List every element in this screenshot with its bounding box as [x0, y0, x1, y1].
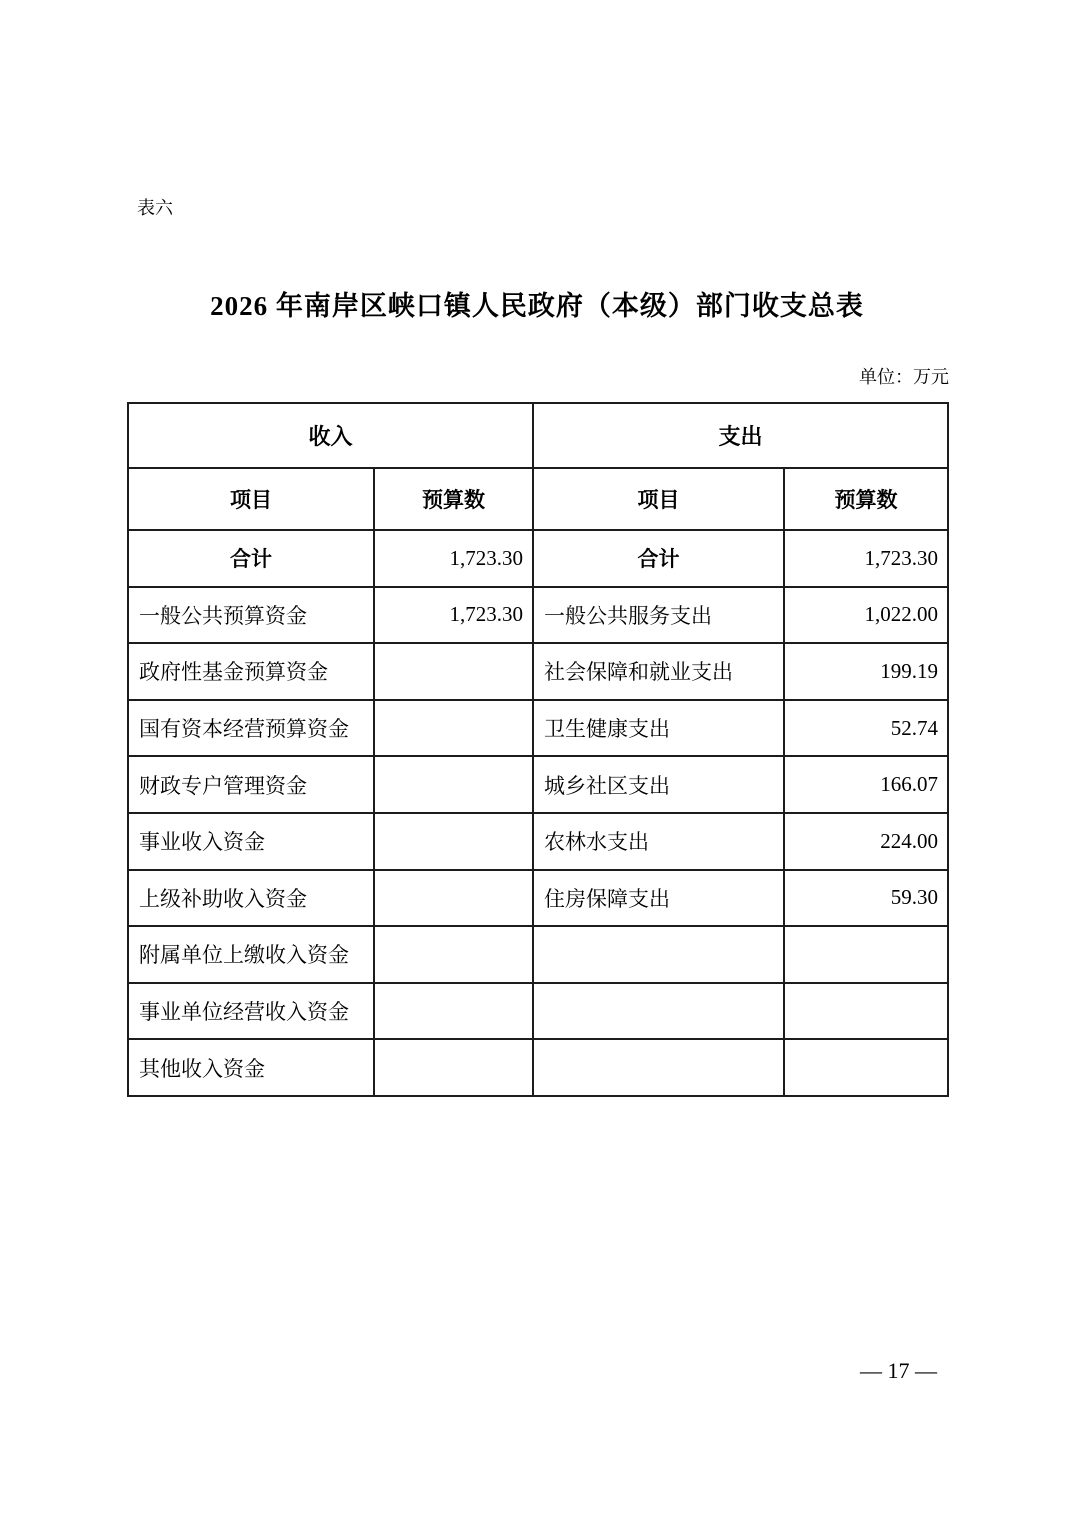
table-row [128, 587, 948, 644]
table-row [128, 813, 948, 870]
income-value-cell [374, 870, 533, 927]
income-value-cell: 1,723.30 [374, 530, 533, 587]
expenditure-value-cell: 166.07 [784, 756, 948, 813]
budget-table [127, 402, 949, 1097]
income-value-cell [374, 700, 533, 757]
expenditure-value-cell [784, 983, 948, 1040]
income-item-cell: 事业收入资金 [128, 813, 374, 870]
income-value-cell [374, 983, 533, 1040]
income-value-cell [374, 756, 533, 813]
income-item-cell: 其他收入资金 [128, 1039, 374, 1096]
expenditure-item-header: 项目 [533, 468, 784, 530]
expenditure-value-cell: 1,723.30 [784, 530, 948, 587]
income-section-header: 收入 [128, 403, 533, 468]
income-item-cell: 合计 [128, 530, 374, 587]
page-number: — 17 — [860, 1358, 937, 1383]
expenditure-value-cell: 224.00 [784, 813, 948, 870]
income-value-cell [374, 813, 533, 870]
table-row [128, 1039, 948, 1096]
expenditure-item-cell: 城乡社区支出 [533, 756, 784, 813]
table-row [128, 643, 948, 700]
expenditure-section-header: 支出 [533, 403, 948, 468]
income-value-cell [374, 926, 533, 983]
expenditure-item-cell: 农林水支出 [533, 813, 784, 870]
unit-note: 单位：万元 [859, 367, 949, 387]
income-value-cell [374, 1039, 533, 1096]
expenditure-item-cell: 卫生健康支出 [533, 700, 784, 757]
expenditure-value-cell: 1,022.00 [784, 587, 948, 644]
income-budget-header: 预算数 [374, 468, 533, 530]
table-row [128, 926, 948, 983]
table-label: 表六 [137, 198, 173, 218]
income-item-cell: 附属单位上缴收入资金 [128, 926, 374, 983]
income-item-cell: 事业单位经营收入资金 [128, 983, 374, 1040]
expenditure-item-cell [533, 926, 784, 983]
expenditure-value-cell: 199.19 [784, 643, 948, 700]
income-item-cell: 国有资本经营预算资金 [128, 700, 374, 757]
table-row [128, 756, 948, 813]
expenditure-value-cell: 59.30 [784, 870, 948, 927]
page-title: 2026 年南岸区峡口镇人民政府（本级）部门收支总表 [210, 291, 864, 321]
table-row [128, 870, 948, 927]
income-value-cell: 1,723.30 [374, 587, 533, 644]
expenditure-value-cell [784, 926, 948, 983]
income-item-cell: 政府性基金预算资金 [128, 643, 374, 700]
expenditure-item-cell: 社会保障和就业支出 [533, 643, 784, 700]
expenditure-item-cell [533, 983, 784, 1040]
expenditure-item-cell [533, 1039, 784, 1096]
expenditure-item-cell: 合计 [533, 530, 784, 587]
table-row-total [128, 530, 948, 587]
income-value-cell [374, 643, 533, 700]
table-row [128, 983, 948, 1040]
income-item-header: 项目 [128, 468, 374, 530]
expenditure-item-cell: 住房保障支出 [533, 870, 784, 927]
income-item-cell: 财政专户管理资金 [128, 756, 374, 813]
expenditure-budget-header: 预算数 [784, 468, 948, 530]
income-item-cell: 一般公共预算资金 [128, 587, 374, 644]
table-row [128, 700, 948, 757]
section-header-row [128, 403, 948, 468]
expenditure-value-cell [784, 1039, 948, 1096]
column-header-row [128, 468, 948, 530]
expenditure-item-cell: 一般公共服务支出 [533, 587, 784, 644]
income-item-cell: 上级补助收入资金 [128, 870, 374, 927]
expenditure-value-cell: 52.74 [784, 700, 948, 757]
